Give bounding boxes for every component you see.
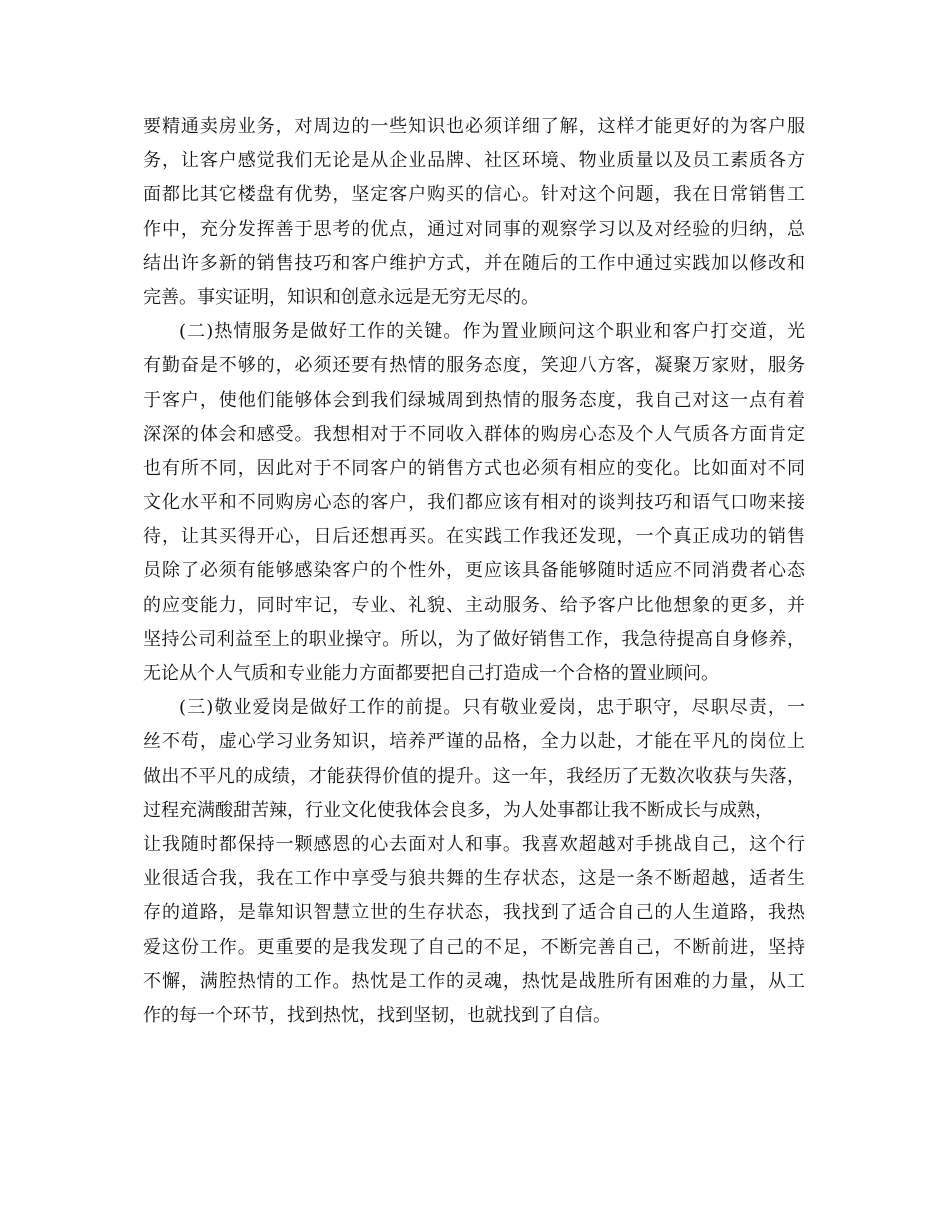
text-line: 无论从个人气质和专业能力方面都要把自己打造成一个合格的置业顾问。 xyxy=(143,663,719,684)
text-line: 作的每一个环节，找到热忱，找到坚韧，也就找到了自信。 xyxy=(143,1004,611,1026)
text-line: 文化水平和不同购房心态的客户，我们都应该有相对的谈判技巧和语气口吻来接 xyxy=(143,492,805,514)
paragraph-start-line: (二)热情服务是做好工作的关键。作为置业顾问这个职业和客户打交道，光 xyxy=(179,321,805,343)
paragraph-start-line: (三)敬业爱岗是做好工作的前提。只有敬业爱岗，忠于职守，尽职尽责，一 xyxy=(179,697,805,719)
text-line: 的应变能力，同时牢记，专业、礼貌、主动服务、给予客户比他想象的更多，并 xyxy=(143,594,805,616)
text-line: 爱这份工作。更重要的是我发现了自己的不足，不断完善自己，不断前进，坚持 xyxy=(143,936,805,958)
text-line: 完善。事实证明，知识和创意永远是无穷无尽的。 xyxy=(143,286,539,308)
text-line: 坚持公司利益至上的职业操守。所以，为了做好销售工作，我急待提高自身修养， xyxy=(143,628,805,650)
text-line: 务，让客户感觉我们无论是从企业品牌、社区环境、物业质量以及员工素质各方 xyxy=(143,150,805,172)
text-line: 员除了必须有能够感染客户的个性外，更应该具备能够随时适应不同消费者心态 xyxy=(143,560,805,582)
text-line: 面都比其它楼盘有优势，坚定客户购买的信心。针对这个问题，我在日常销售工 xyxy=(143,184,805,206)
document-body xyxy=(143,110,805,1033)
text-line: 丝不苟，虚心学习业务知识，培养严谨的品格，全力以赴，才能在平凡的岗位上 xyxy=(143,731,805,753)
text-line: 业很适合我，我在工作中享受与狼共舞的生存状态，这是一条不断超越，适者生 xyxy=(143,868,805,890)
text-line: 作中，充分发挥善于思考的优点，通过对同事的观察学习以及对经验的归纳，总 xyxy=(143,218,805,240)
text-line: 不懈，满腔热情的工作。热忱是工作的灵魂，热忱是战胜所有困难的力量，从工 xyxy=(143,970,805,992)
text-line: 要精通卖房业务，对周边的一些知识也必须详细了解，这样才能更好的为客户服 xyxy=(143,116,805,137)
text-line: 做出不平凡的成绩，才能获得价值的提升。这一年，我经历了无数次收获与失落， xyxy=(143,765,805,787)
text-line: 也有所不同，因此对于不同客户的销售方式也必须有相应的变化。比如面对不同 xyxy=(143,457,805,479)
text-line: 有勤奋是不够的，必须还要有热情的服务态度，笑迎八方客，凝聚万家财，服务 xyxy=(143,355,805,377)
text-line: 结出许多新的销售技巧和客户维护方式，并在随后的工作中通过实践加以修改和 xyxy=(143,252,805,274)
text-line: 让我随时都保持一颗感恩的心去面对人和事。我喜欢超越对手挑战自己，这个行 xyxy=(143,833,805,855)
text-line: 存的道路，是靠知识智慧立世的生存状态，我找到了适合自己的人生道路，我热 xyxy=(143,902,805,924)
text-line: 深深的体会和感受。我想相对于不同收入群体的购房心态及个人气质各方面肯定 xyxy=(143,423,805,445)
text-line: 于客户，使他们能够体会到我们绿城周到热情的服务态度，我自己对这一点有着 xyxy=(143,389,805,411)
text-line: 过程充满酸甜苦辣，行业文化使我体会良多，为人处事都让我不断成长与成熟， xyxy=(143,799,773,821)
text-line: 待，让其买得开心，日后还想再买。在实践工作我还发现，一个真正成功的销售 xyxy=(143,526,805,548)
